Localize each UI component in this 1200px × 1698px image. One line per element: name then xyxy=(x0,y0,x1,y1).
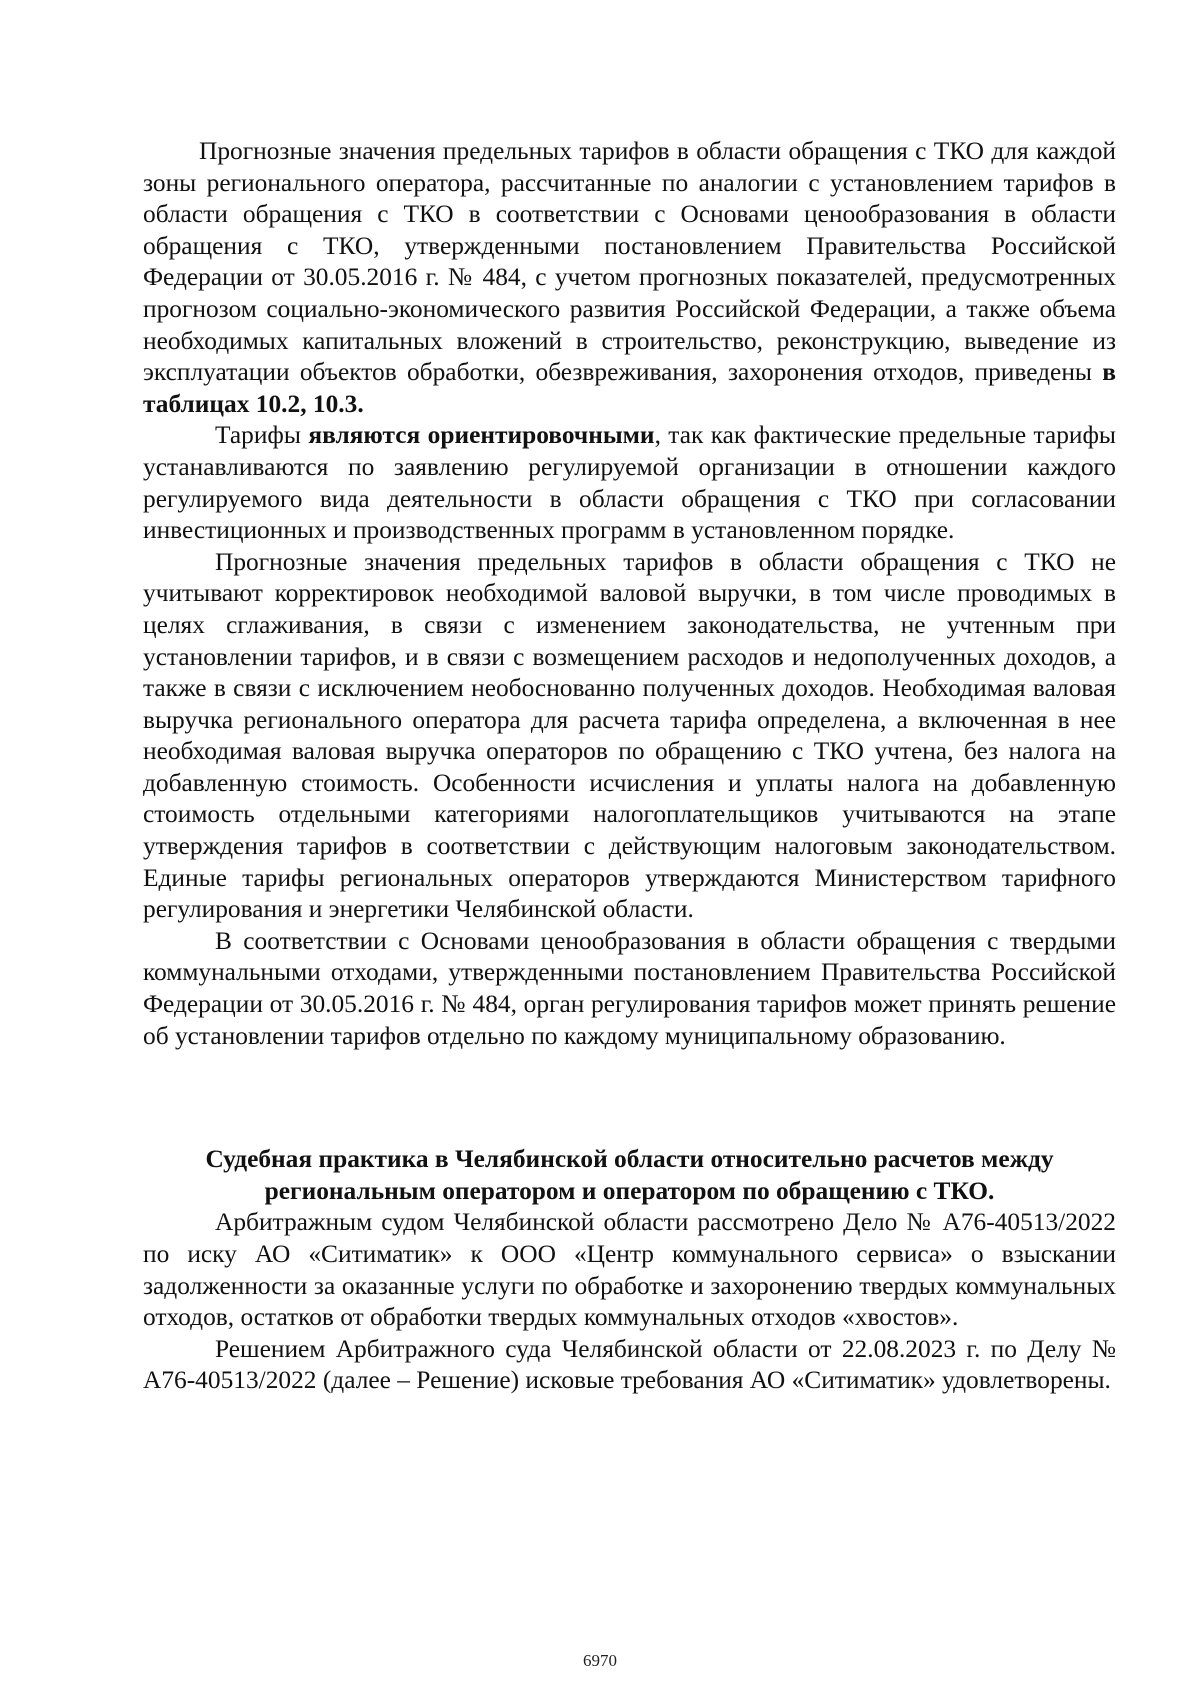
paragraph-tariffs-indicative-start: Тарифы xyxy=(215,421,309,450)
paragraph-tariffs-indicative xyxy=(143,420,1116,546)
paragraph-revenue-adjustments: Прогнозные значения предельных тарифов в области обращения с ТКО не учитывают корректировок необходимой валовой выручки, в том числе проводимых в целях сглаживания, в связи с изменением законодательства, не учтенным при установлении тарифов, и в связи с возмещением расходов и недополученных доходов, а также в связи с исключением необоснованно полученных доходов. Необходимая валовая выручка регионального оператора для расчета тарифа определена, а включенная в нее необходимая валовая выручка операторов по обращению с ТКО учтена, без налога на добавленную стоимость. Особенности исчисления и уплаты налога на добавленную стоимость отдельными категориями налогоплательщиков учитываются на этапе утверждения тарифов в соответствии с действующим налоговым законодательством. Единые тарифы региональных операторов утверждаются Министерством тарифного регулирования и энергетики Челябинской области. xyxy=(143,547,1116,924)
paragraph-court-decision: Решением Арбитражного суда Челябинской области от 22.08.2023 г. по Делу № А76-40513/2022 (далее – Решение) исковые требования АО «Ситиматик» удовлетворены. xyxy=(143,1334,1116,1395)
section-spacer xyxy=(143,1052,1116,1144)
page-body xyxy=(143,136,1116,1397)
paragraph-forecast-tariffs-text: Прогнозные значения предельных тарифов в области обращения с ТКО для каждой зоны регионального оператора, рассчитанные по аналогии с установлением тарифов в области обращения с ТКО в соответствии с Основами ценообразования в области обращения с ТКО, утвержденными постановлением Правительства Российской Федерации от 30.05.2016 г. № 484, с учетом прогнозных показателей, предусмотренных прогнозом социально-экономического развития Российской Федерации, а также объема необходимых капитальных вложений в строительство, реконструкцию, выведение из эксплуатации объектов обработки, обезвреживания, захоронения отходов, приведены xyxy=(143,137,1116,387)
section-heading: Судебная практика в Челябинской области относительно расчетов между региональным оператором и оператором по обращению с ТКО. xyxy=(205,1145,1054,1205)
tables-reference: в таблицах 10.2, 10.3. xyxy=(143,358,1116,418)
page-number: 6970 xyxy=(583,1651,617,1670)
paragraph-tariffs-indicative-end: , так как фактические предельные тарифы устанавливаются по заявлению регулируемой организации в отношении каждого регулируемого вида деятельности в области обращения с ТКО при согласовании инвестиционных и производственных программ в установленном порядке. xyxy=(143,421,1116,545)
paragraph-forecast-tariffs xyxy=(143,136,1116,420)
indicative-emphasis: являются ориентировочными xyxy=(308,421,655,450)
paragraph-court-case: Арбитражным судом Челябинской области рассмотрено Дело № А76-40513/2022 по иску АО «Ситиматик» к ООО «Центр коммунального сервиса» о взыскании задолженности за оказанные услуги по обработке и захоронению твердых коммунальных отходов, остатков от обработки твердых коммунальных отходов «хвостов». xyxy=(143,1208,1116,1332)
paragraph-pricing-basis: В соответствии с Основами ценообразования в области обращения с твердыми коммунальными отходами, утвержденными постановлением Правительства Российской Федерации от 30.05.2016 г. № 484, орган регулирования тарифов может принять решение об установлении тарифов отдельно по каждому муниципальному образованию. xyxy=(143,926,1116,1050)
